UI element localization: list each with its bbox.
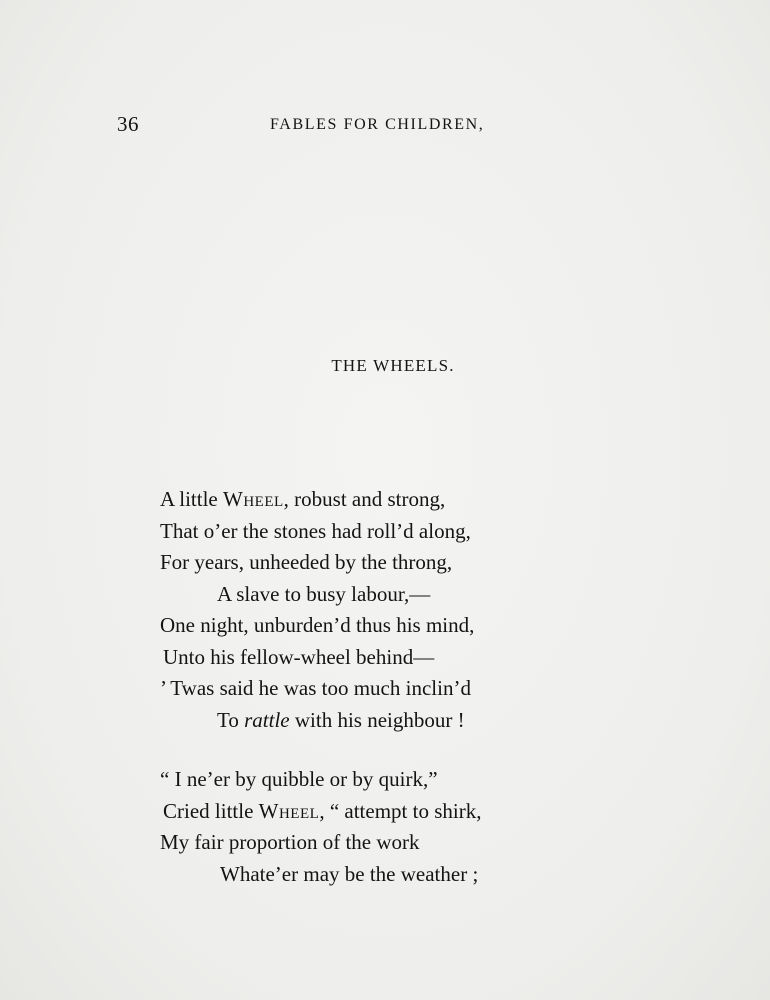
verse-emphasis: Wheel [258, 798, 320, 823]
verse-line: For years, unheeded by the throng, [160, 550, 453, 574]
verse-line [160, 484, 680, 516]
verse-line: My fair proportion of the work [160, 830, 420, 854]
stanza-2 [160, 764, 680, 890]
verse-text: , “ attempt to shirk, [319, 798, 482, 823]
verse-text: A little [160, 487, 223, 511]
verse-line-indented: A slave to busy labour,— [217, 581, 431, 606]
verse-emphasis: rattle [244, 707, 290, 732]
verse-line: Unto his fellow-wheel behind— [163, 644, 435, 669]
stanza-1 [160, 484, 680, 736]
verse-line-indented: Whate’er may be the weather ; [220, 861, 479, 886]
page-header [0, 112, 770, 146]
verse-line: ’ Twas said he was too much inclin’d [160, 676, 471, 700]
verse-text: , robust and strong, [283, 487, 446, 511]
page-number: 36 [117, 112, 139, 136]
verse-line: That o’er the stones had roll’d along, [160, 518, 471, 543]
verse-line-indented [160, 705, 680, 737]
verse-text: To [217, 707, 245, 732]
verse-line: One night, unburden’d thus his mind, [160, 613, 475, 637]
verse-line: “ I ne’er by quibble or by quirk,” [160, 767, 438, 791]
running-head: FABLES FOR CHILDREN, [270, 116, 485, 133]
verse-text: Cried little [163, 798, 259, 823]
verse-emphasis: Wheel [223, 487, 284, 511]
verse-line [160, 796, 680, 828]
verse-text: with his neighbour ! [289, 707, 465, 732]
fable-title: THE WHEELS. [331, 356, 455, 375]
